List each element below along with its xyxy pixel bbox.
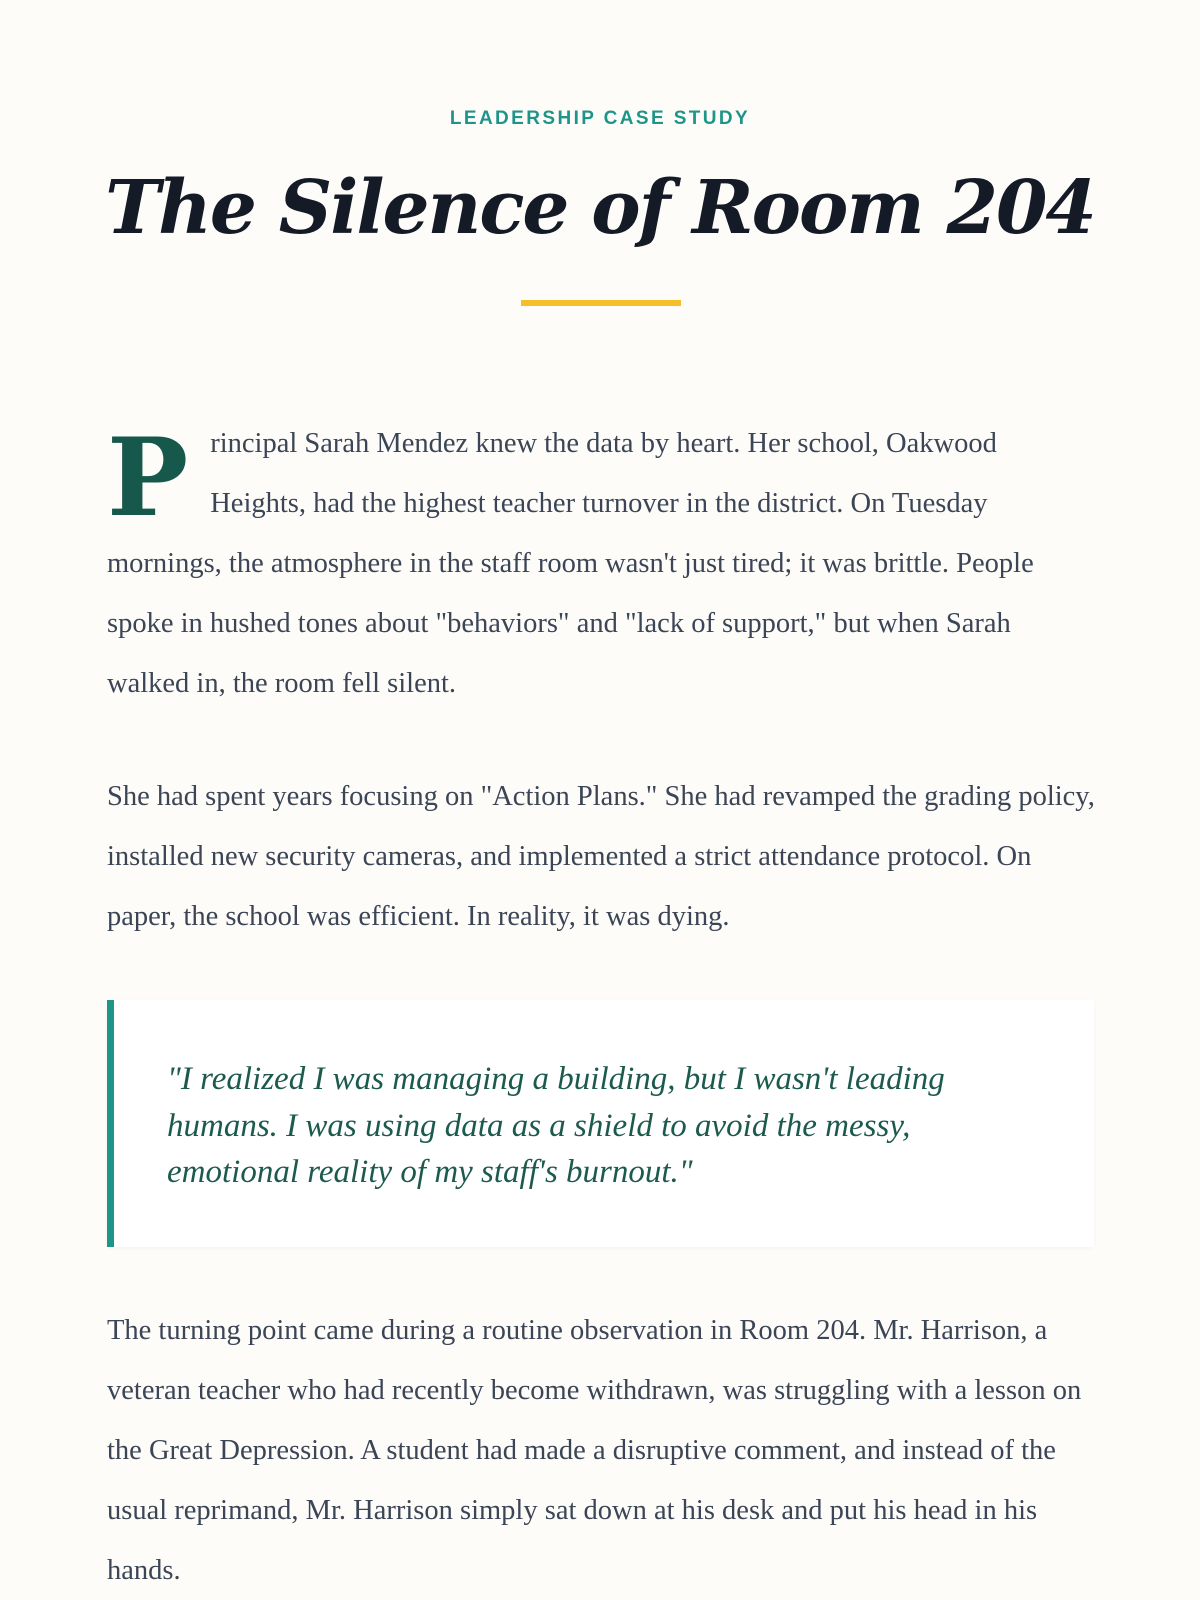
pull-quote-text: "I realized I was managing a building, but I wasn't leading humans. I was using data as a shield to avoid the messy, emotional reality of my staff's burnout." xyxy=(167,1061,945,1190)
article-kicker: LEADERSHIP CASE STUDY xyxy=(449,108,751,129)
pull-quote-accent-bar xyxy=(107,1000,114,1247)
pull-quote xyxy=(107,1000,1094,1247)
title-divider xyxy=(521,300,681,306)
article-paragraph-1 xyxy=(107,414,1097,714)
article-title: The Silence of Room 204 xyxy=(105,165,1095,251)
article-paragraph-2: She had spent years focusing on "Action Plans." She had revamped the grading policy, installed new security cameras, and implemented a strict attendance protocol. On paper, the school was efficient. In reality, it was dying. xyxy=(107,781,1095,932)
article-paragraph-3: The turning point came during a routine observation in Room 204. Mr. Harrison, a veteran teacher who had recently become withdrawn, was struggling with a lesson on the Great Depression. A student had made a disruptive comment, and instead of the usual reprimand, Mr. Harrison simply sat down at his desk and put his head in his hands. xyxy=(107,1315,1082,1586)
paragraph-1-text: rincipal Sarah Mendez knew the data by heart. Her school, Oakwood Heights, had the highest teacher turnover in the district. On Tuesday mornings, the atmosphere in the staff room wasn't just tired; it was brittle. People spoke in hushed tones about "behaviors" and "lack of support," but when Sarah walked in, the room fell silent. xyxy=(107,428,1034,699)
drop-cap: P xyxy=(107,415,189,541)
